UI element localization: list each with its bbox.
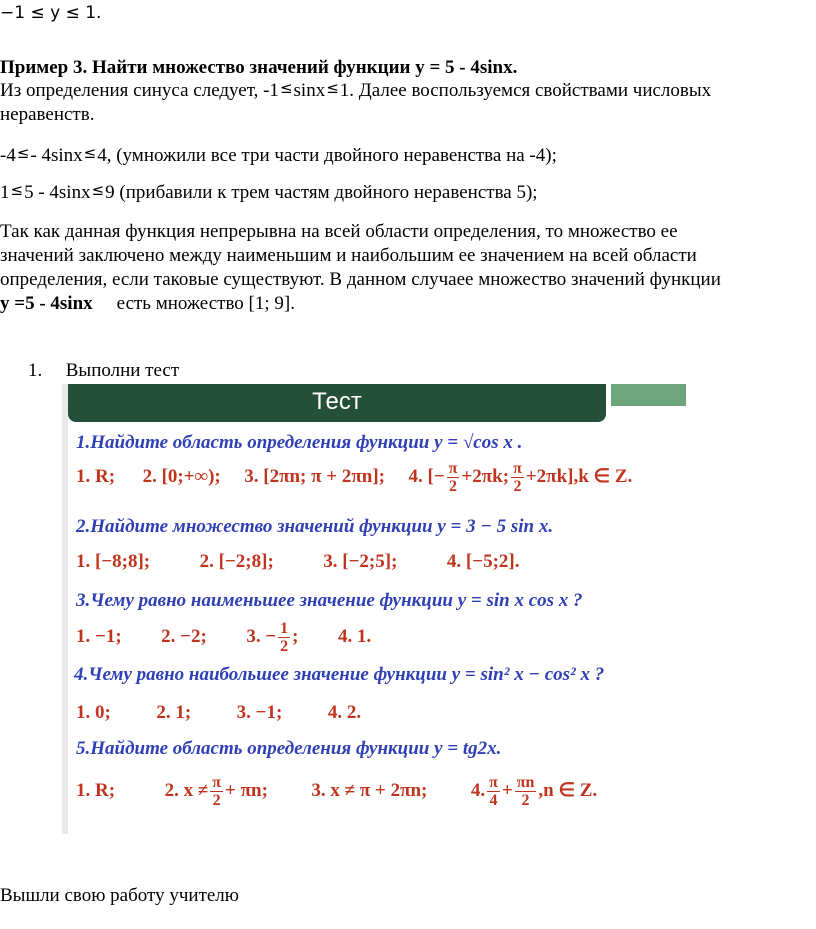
answers-1: 1. R; 2. [0;+∞); 3. [2πn; π + 2πn]; 4. [− $\frac{\pi}{2}$ +2πk; $\frac{\pi}{2}$ +2πk],k ∈ Z. [76,460,633,495]
example-line1: Из определения синуса следует, -1≤sinx≤1. Далее воспользуемся свойствами числовых [0,79,712,101]
answers-2: 1. [−8;8]; 2. [−2;8]; 3. [−2;5]; 4. [−5;2]. [76,551,520,572]
question-1: 1.Найдите область определения функции y = √cos x . [76,432,523,453]
question-3: 3.Чему равно наименьшее значение функции y = sin x cos x ? [76,590,583,611]
example-line2: неравенств. [0,104,95,125]
task-item [28,360,179,382]
answers-4: 1. 0; 2. 1; 3. −1; 4. 2. [76,702,362,723]
test-banner [68,384,606,422]
answers-3: 1. −1; 2. −2; 3. − $\frac{1}{2}$ ; 4. 1. [76,620,372,655]
example-paragraph-line2: значений заключено между наименьшим и наибольшим ее значением на всей области [0,245,697,266]
test-left-strip [62,384,68,834]
task-label: Выполни тест [65,360,180,381]
answers-5: 1. R; 2. x ≠ $\frac{\pi}{2}$ + πn; 3. x ≠ π + 2πn; 4. $\frac{\pi}{4}$ + $\frac{\pi n}{2}$ ,n ∈ Z. [76,774,598,809]
test-accent-bar [611,384,686,406]
question-4: 4.Чему равно наибольшее значение функции y = sin² x − cos² x ? [74,664,605,685]
question-5: 5.Найдите область определения функции y = tg2x. [76,738,502,759]
test-title: Тест [312,388,362,415]
footer-instruction: Вышли свою работу учителю [0,885,239,906]
test-image [62,384,686,834]
example-paragraph-line4: у =5 - 4sinx есть множество [1; 9]. [0,293,295,314]
task-number: 1. [28,360,43,381]
example-step1: -4≤- 4sinx≤4, (умножили все три части двойного неравенства на -4); [0,144,557,166]
example-title: Пример 3. Найти множество значений функции у = 5 - 4sinx. [0,57,518,78]
example-paragraph-line1: Так как данная функция непрерывна на всей области определения, то множество ее [0,221,678,242]
example-paragraph-line3: определения, если таковые существуют. В данном случаее множество значений функции [0,269,721,290]
question-2: 2.Найдите множество значений функции y = 3 − 5 sin x. [76,516,554,537]
example-step2: 1≤5 - 4sinx≤9 (прибавили к трем частям двойного неравенства 5); [0,181,538,203]
top-inequality: −1 ≤ y ≤ 1. [0,3,102,23]
